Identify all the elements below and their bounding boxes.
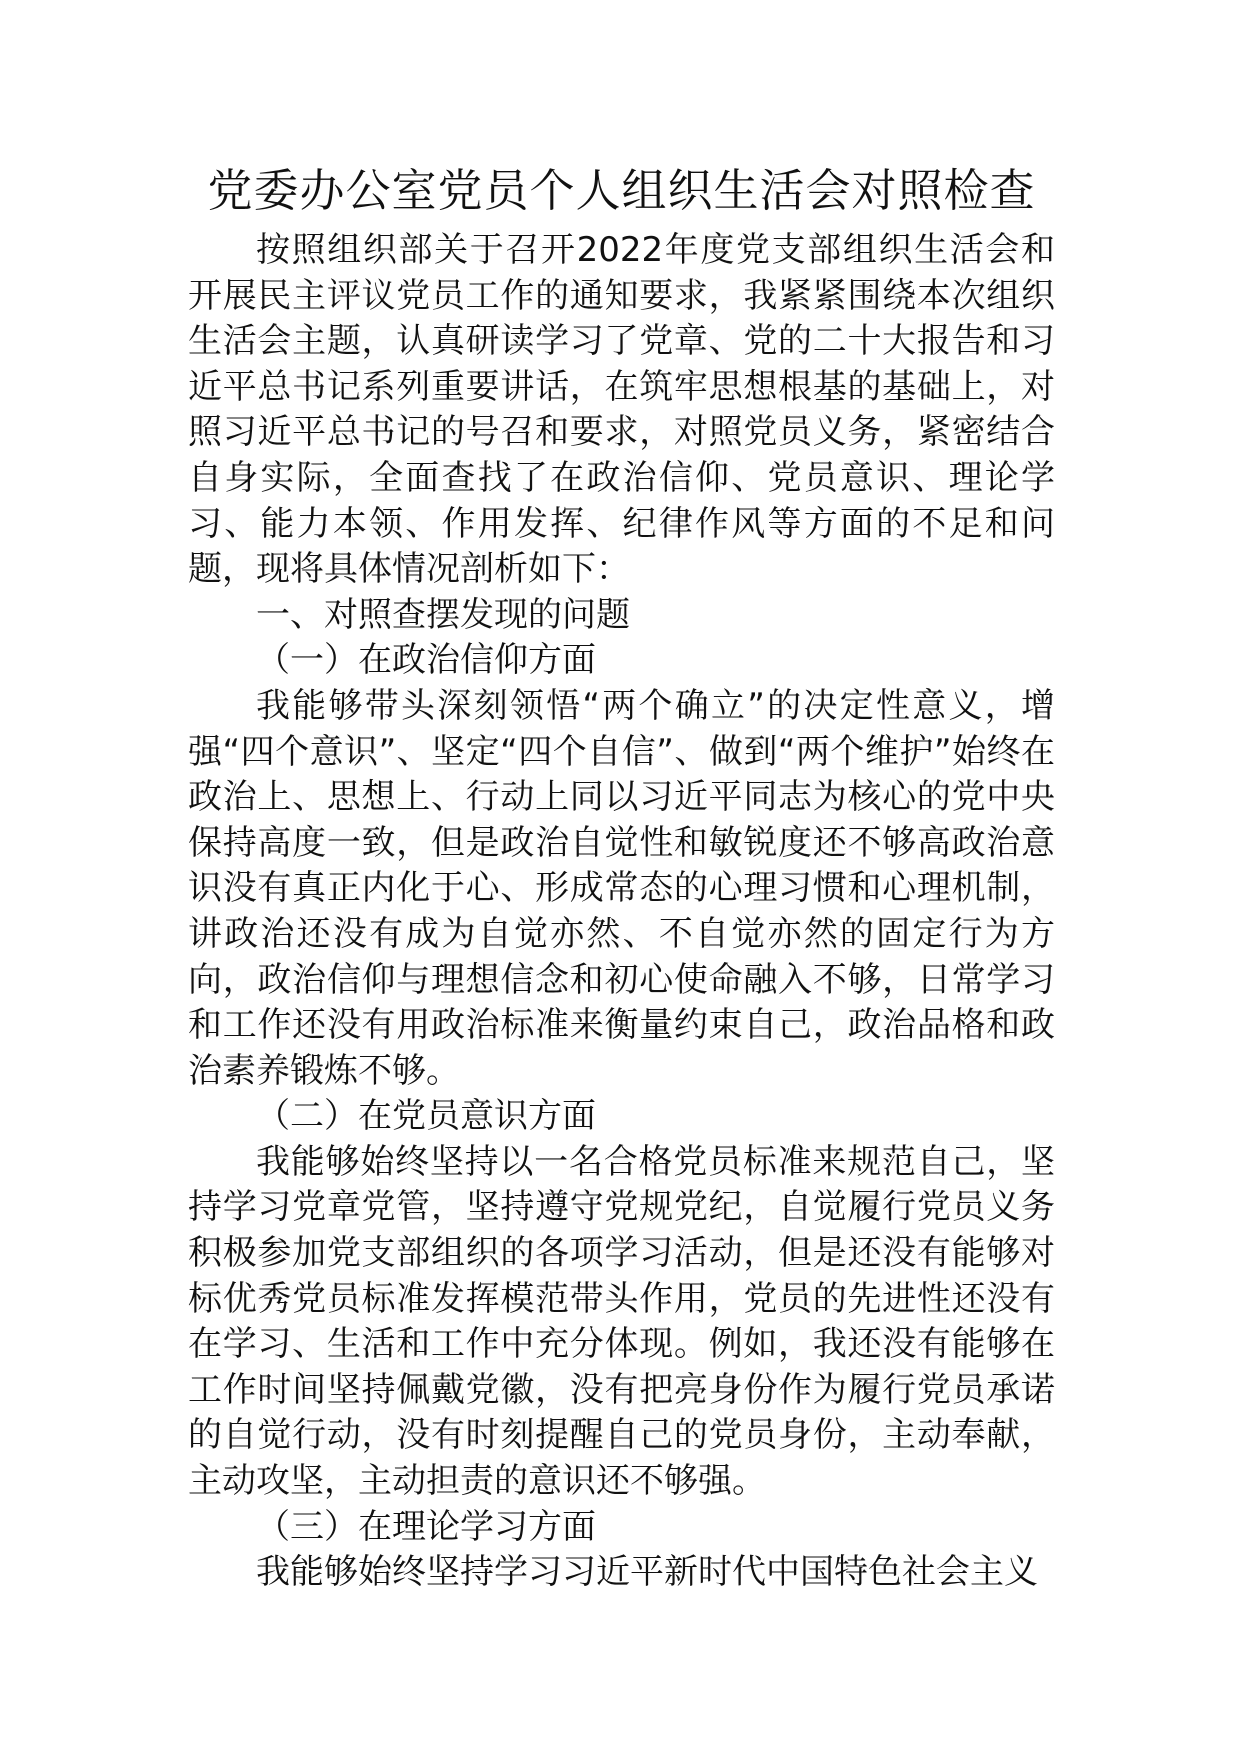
subsection-heading-3: （三）在理论学习方面 (256, 1506, 596, 1547)
subsection-heading-1: （一）在政治信仰方面 (256, 640, 596, 681)
subsection-paragraph-3: 我能够始终坚持学习习近平新时代中国特色社会主义 (256, 1552, 1038, 1593)
document-body (188, 228, 1055, 1596)
document-page (188, 160, 1055, 1596)
section-heading-1: 一、对照查摆发现的问题 (256, 594, 630, 635)
intro-paragraph: 按照组织部关于召开2022年度党支部组织生活会和开展民主评议党员工作的通知要求，我紧紧围绕本次组织生活会主题，认真研读学习了党章、党的二十大报告和习近平总书记系列重要讲话，在筑牢思想根基的基础上，对照习近平总书记的号召和要求，对照党员义务，紧密结合自身实际，全面查找了在政治信仰、党员意识、理论学习、能力本领、作用发挥、纪律作风等方面的不足和问题，现将具体情况剖析如下： (188, 230, 1055, 590)
subsection-heading-2: （二）在党员意识方面 (256, 1096, 596, 1137)
subsection-paragraph-2: 我能够始终坚持以一名合格党员标准来规范自己，坚持学习党章党管，坚持遵守党规党纪，自觉履行党员义务积极参加党支部组织的各项学习活动，但是还没有能够对标优秀党员标准发挥模范带头作用，党员的先进性还没有在学习、生活和工作中充分体现。例如，我还没有能够在工作时间坚持佩戴党徽，没有把亮身份作为履行党员承诺的自觉行动，没有时刻提醒自己的党员身份，主动奉献，主动攻坚，主动担责的意识还不够强。 (188, 1141, 1055, 1502)
document-title: 党委办公室党员个人组织生活会对照检查 (207, 164, 1036, 217)
subsection-paragraph-1: 我能够带头深刻领悟“两个确立”的决定性意义，增强“四个意识”、坚定“四个自信”、做到“两个维护”始终在政治上、思想上、行动上同以习近平同志为核心的党中央保持高度一致，但是政治自觉性和敏锐度还不够高政治意识没有真正内化于心、形成常态的心理习惯和心理机制，讲政治还没有成为自觉亦然、不自觉亦然的固定行为方向，政治信仰与理想信念和初心使命融入不够，日常学习和工作还没有用政治标准来衡量约束自己，政治品格和政治素养锻炼不够。 (188, 685, 1055, 1091)
